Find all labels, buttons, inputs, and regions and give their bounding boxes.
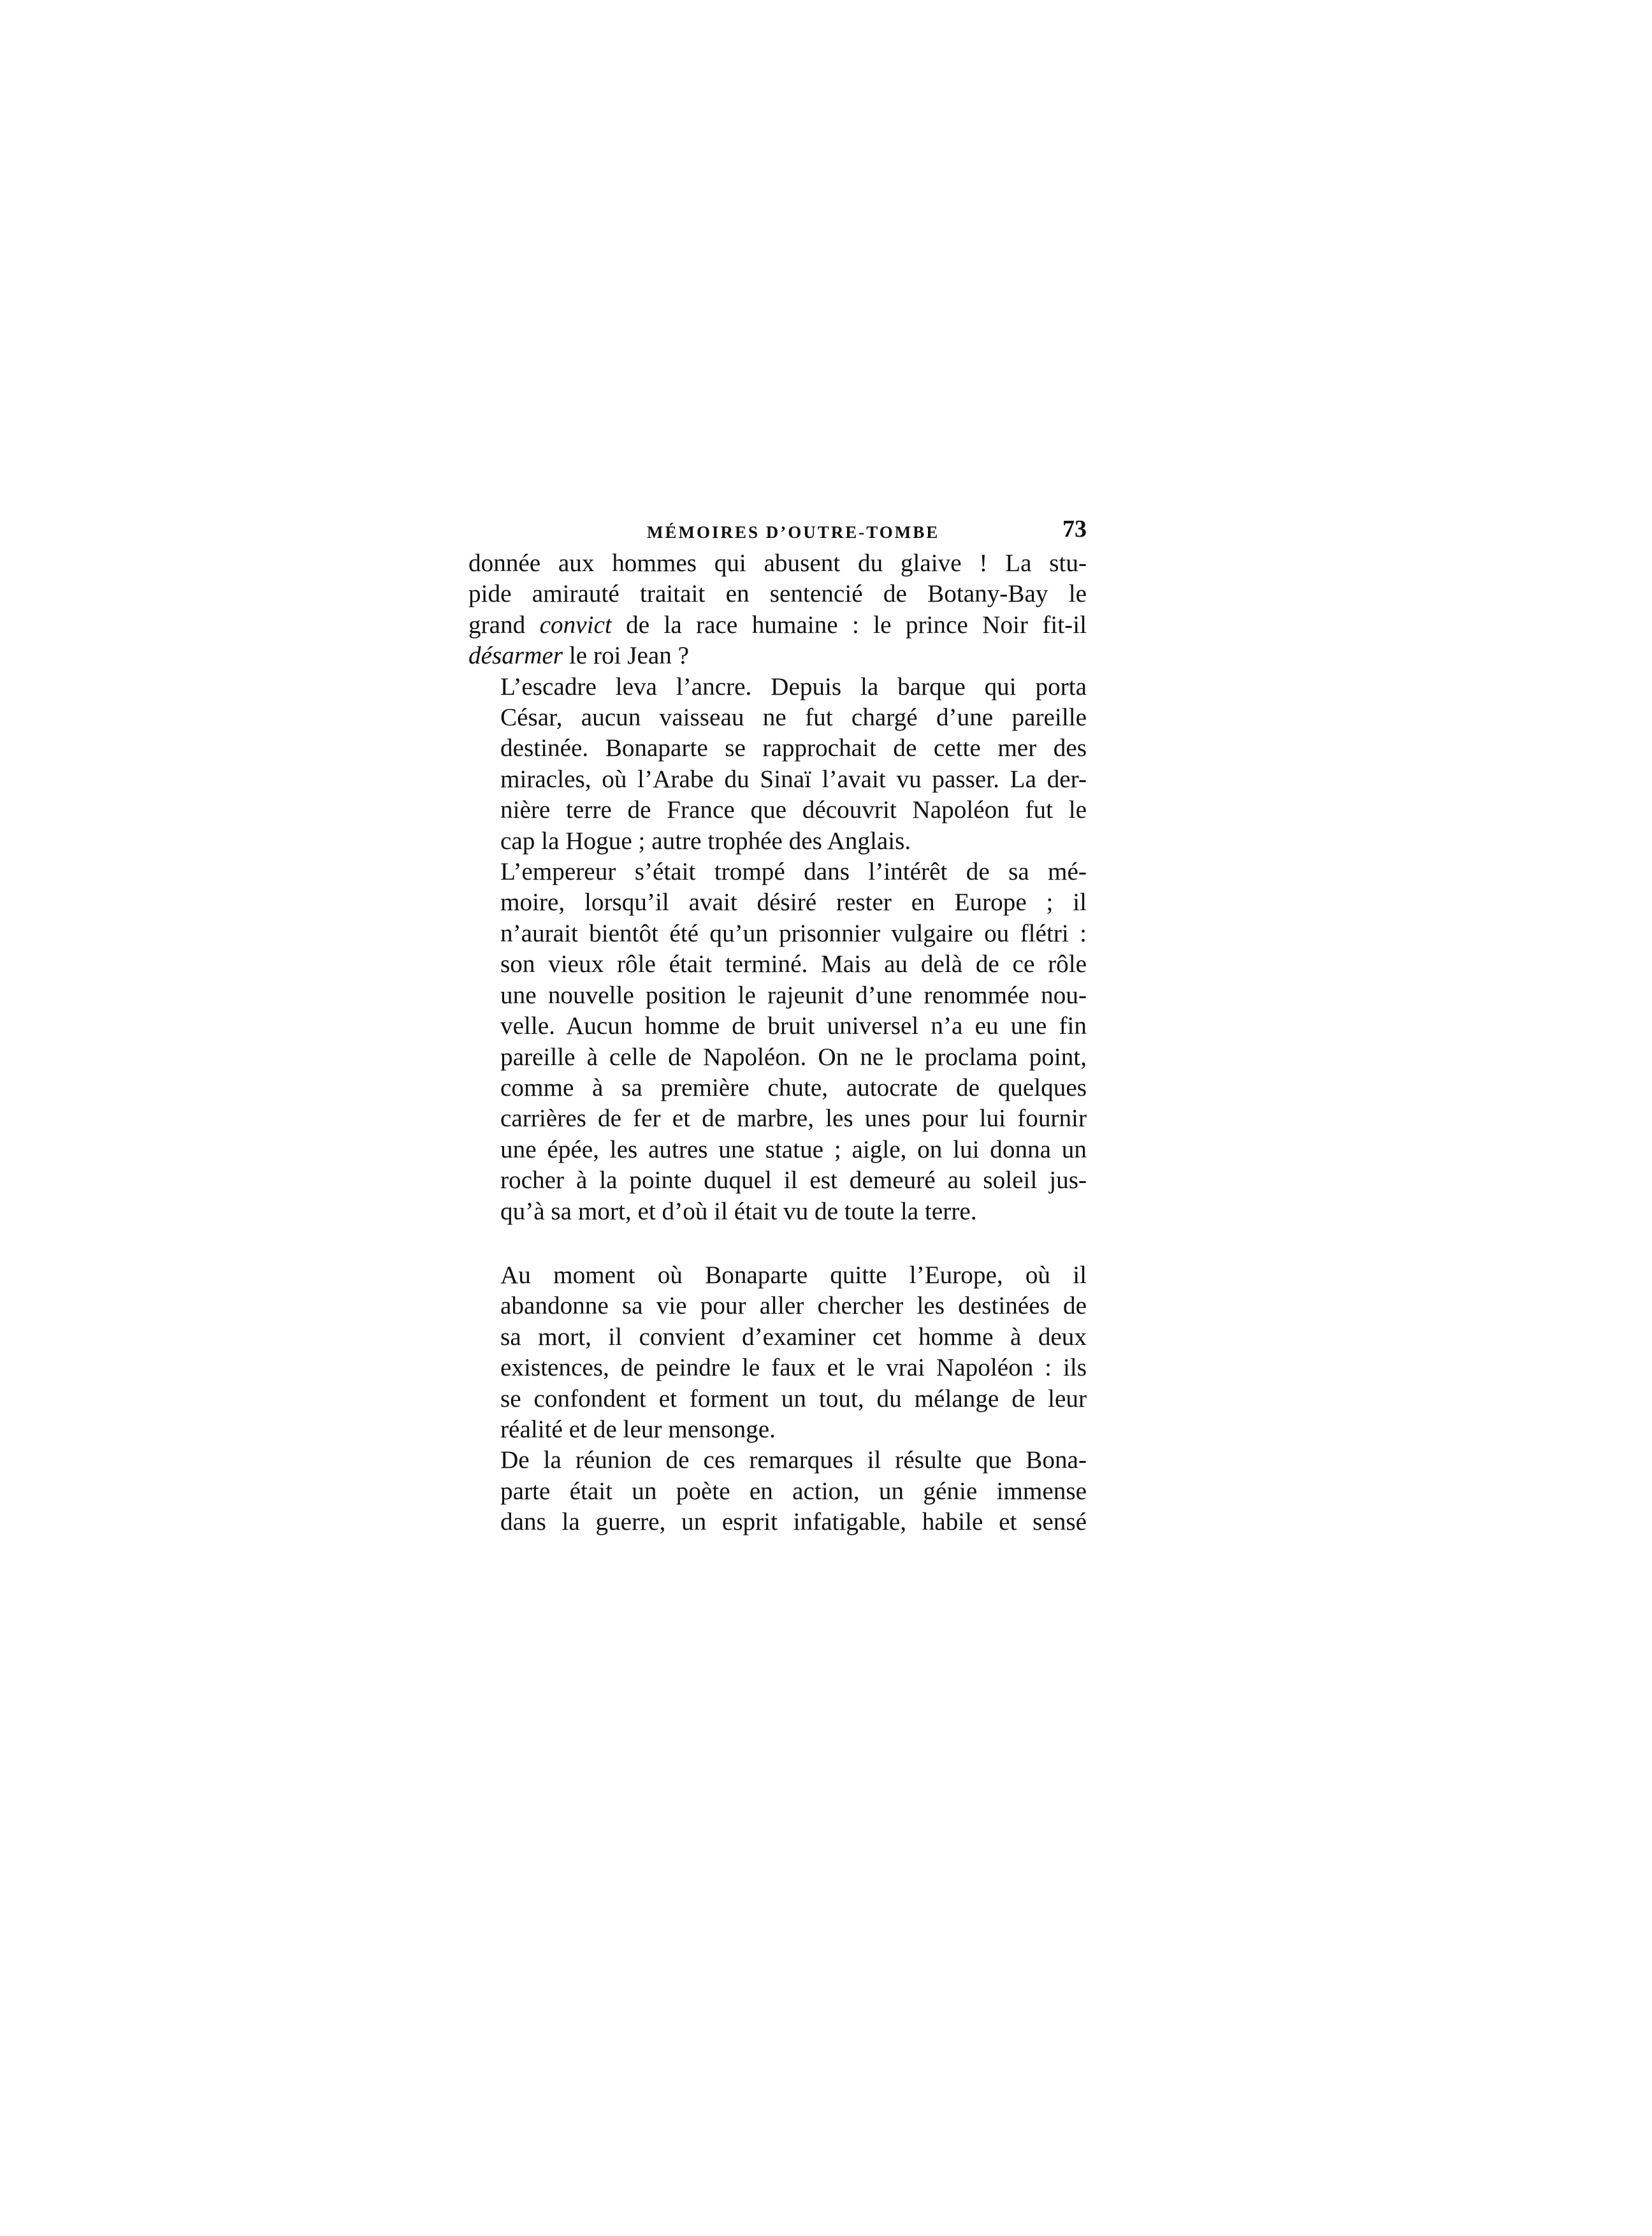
text-line: miracles, où l’Arabe du Sinaï l’avait vu passer. La der-: [500, 765, 1087, 793]
text-line: moire, lorsqu’il avait désiré rester en Europe ; il: [500, 889, 1087, 917]
book-page: [468, 510, 1087, 1538]
text-line: L’empereur s’était trompé dans l’intérêt de sa mé-: [500, 858, 1087, 886]
emphasis: désarmer: [468, 642, 563, 670]
paragraph-5: [468, 1445, 1087, 1537]
running-header: [468, 510, 1087, 548]
text-line: grand convict de la race humaine : le prince Noir fit-il: [468, 611, 1087, 639]
text-line: sa mort, il convient d’examiner cet homme à deux: [500, 1323, 1087, 1351]
paragraph-1: [468, 548, 1087, 672]
text-line: réalité et de leur mensonge.: [500, 1415, 776, 1443]
page-number: 73: [1062, 516, 1087, 542]
text-line: De la réunion de ces remarques il résulte que Bona-: [500, 1446, 1087, 1474]
emphasis: convict: [539, 611, 612, 639]
text-line: n’aurait bientôt été qu’un prisonnier vulgaire ou flétri :: [500, 919, 1087, 947]
text-line: pide amirauté traitait en sentencié de Botany-Bay le: [468, 580, 1087, 608]
text-line: L’escadre leva l’ancre. Depuis la barque qui porta: [500, 672, 1087, 701]
text-line: comme à sa première chute, autocrate de quelques: [500, 1073, 1087, 1101]
text-line: se confondent et forment un tout, du mélange de leur: [500, 1384, 1087, 1412]
text-line: cap la Hogue ; autre trophée des Anglais.: [500, 827, 911, 855]
paragraph-4: [468, 1260, 1087, 1445]
text-line: César, aucun vaisseau ne fut chargé d’une pareille: [500, 704, 1087, 732]
text-line: nière terre de France que découvrit Napoléon fut le: [500, 796, 1087, 824]
text-line: donnée aux hommes qui abusent du glaive ! La stu-: [468, 549, 1087, 577]
text-line: une nouvelle position le rajeunit d’une renommée nou-: [500, 981, 1087, 1009]
text-line: parte était un poète en action, un génie immense: [500, 1477, 1087, 1505]
text-line: une épée, les autres une statue ; aigle, on lui donna un: [500, 1135, 1087, 1163]
text-line: dans la guerre, un esprit infatigable, habile et sensé: [500, 1508, 1087, 1536]
running-title: MÉMOIRES D’OUTRE-TOMBE: [647, 523, 940, 542]
text-line: son vieux rôle était terminé. Mais au delà de ce rôle: [500, 950, 1087, 978]
paragraph-2: [468, 672, 1087, 857]
text-line: Au moment où Bonaparte quitte l’Europe, où il: [500, 1261, 1087, 1289]
text-line: qu’à sa mort, et d’où il était vu de toute la terre.: [500, 1197, 977, 1225]
text-line: rocher à la pointe duquel il est demeuré au soleil jus-: [500, 1166, 1087, 1194]
text-line: carrières de fer et de marbre, les unes pour lui fournir: [500, 1105, 1087, 1133]
text-line: désarmer le roi Jean ?: [468, 642, 690, 670]
text-line: pareille à celle de Napoléon. On ne le proclama point,: [500, 1043, 1087, 1071]
text-line: abandonne sa vie pour aller chercher les destinées de: [500, 1292, 1087, 1320]
text-line: existences, de peindre le faux et le vrai Napoléon : ils: [500, 1354, 1087, 1382]
text-line: destinée. Bonaparte se rapprochait de cette mer des: [500, 734, 1087, 762]
text-line: velle. Aucun homme de bruit universel n’a eu une fin: [500, 1012, 1087, 1040]
paragraph-3: [468, 857, 1087, 1227]
